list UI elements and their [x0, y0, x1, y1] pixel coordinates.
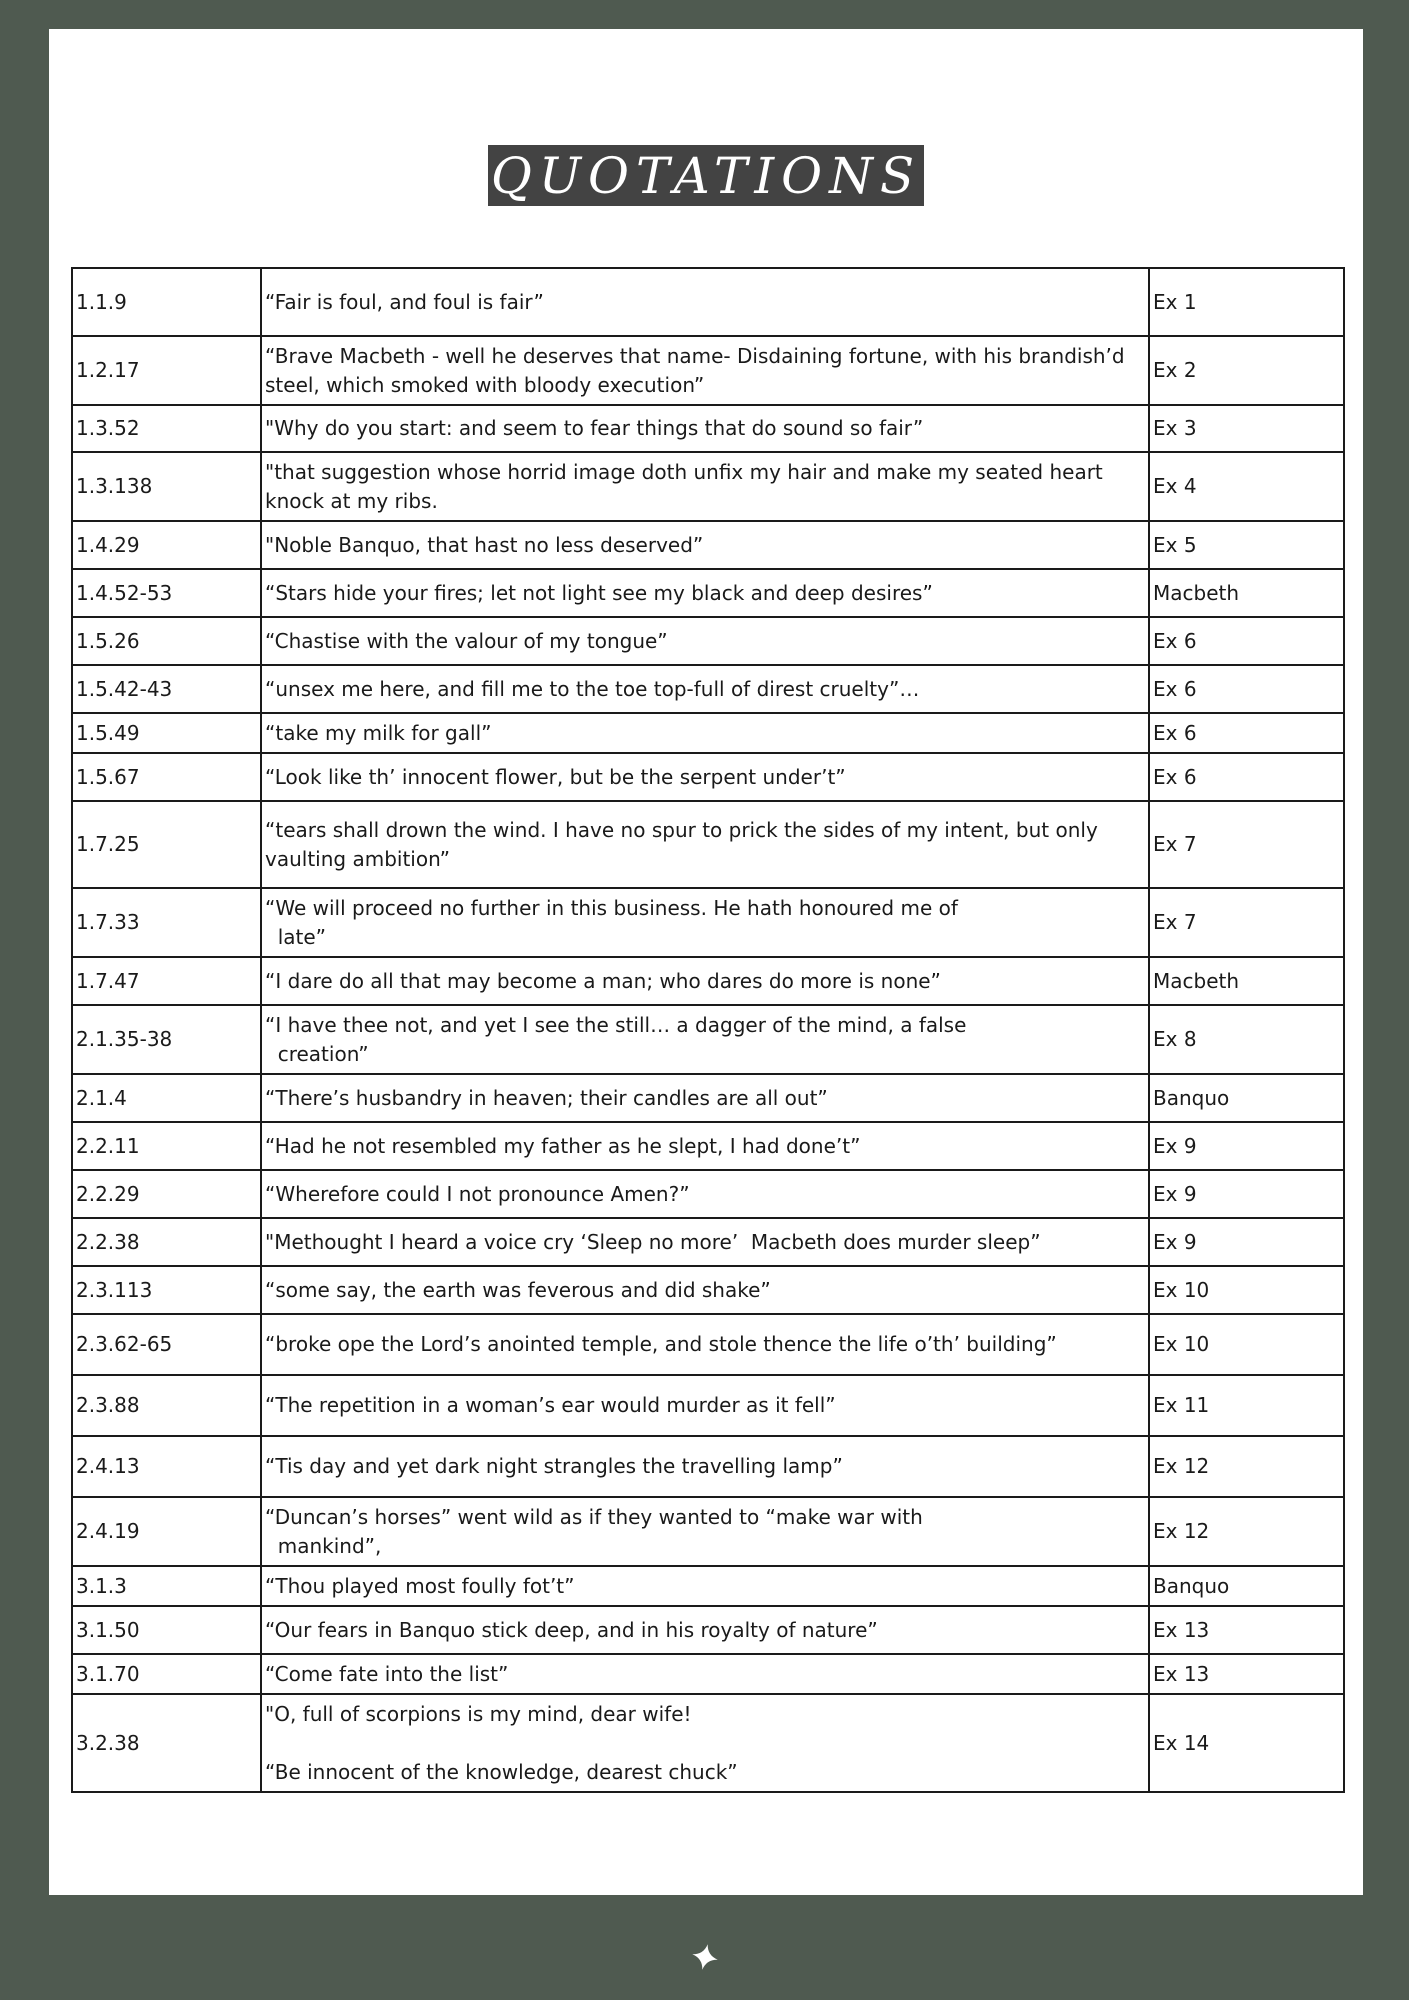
- quote-text: “I dare do all that may become a man; who dares do more is none”: [265, 968, 941, 993]
- extract-cell: Macbeth: [1149, 569, 1344, 617]
- extract-cell: Ex 3: [1149, 405, 1344, 452]
- reference-cell: 2.2.11: [72, 1122, 261, 1170]
- quote-text: “The repetition in a woman’s ear would murder as it fell”: [265, 1393, 836, 1417]
- extract-cell: Ex 10: [1149, 1314, 1344, 1375]
- extract-cell: Ex 4: [1149, 452, 1344, 521]
- extract-cell: Ex 6: [1149, 713, 1344, 753]
- quote-cell: [261, 1497, 1149, 1566]
- table-row: [72, 452, 1344, 521]
- quote-spacer: [265, 1729, 1145, 1758]
- table-row: [72, 1694, 1344, 1792]
- quote-text: “Thou played most foully fot’t”: [265, 1573, 575, 1598]
- quote-text: "Noble Banquo, that hast no less deserved”: [265, 532, 704, 557]
- reference-cell: 3.1.50: [72, 1606, 261, 1654]
- reference-cell: 2.3.62-65: [72, 1314, 261, 1375]
- reference-cell: 1.3.138: [72, 452, 261, 521]
- quote-text: “Brave Macbeth - well he deserves that name- Disdaining fortune, with his brandish’d steel, which smoked with bloody execution”: [265, 343, 1131, 397]
- extract-cell: Ex 11: [1149, 1375, 1344, 1436]
- table-row: [72, 753, 1344, 801]
- quote-text: "that suggestion whose horrid image doth unfix my hair and make my seated heart knock at my ribs.: [265, 459, 1110, 513]
- quote-cell: [261, 1122, 1149, 1170]
- quote-cell: [261, 1314, 1149, 1375]
- reference-cell: 1.7.25: [72, 801, 261, 888]
- reference-cell: 1.1.9: [72, 268, 261, 336]
- quote-text: “Fair is foul, and foul is fair”: [265, 289, 544, 314]
- sparkle-star-icon: [690, 1942, 720, 1972]
- table-row: [72, 1654, 1344, 1694]
- quote-cell: [261, 713, 1149, 753]
- extract-cell: Ex 8: [1149, 1005, 1344, 1074]
- reference-cell: 1.4.52-53: [72, 569, 261, 617]
- quote-text: “Duncan’s horses” went wild as if they wanted to “make war with mankind”,: [265, 1504, 923, 1558]
- table-row: [72, 1266, 1344, 1314]
- quote-cell: [261, 1375, 1149, 1436]
- table-row: [72, 888, 1344, 957]
- quote-text: “Look like th’ innocent flower, but be the serpent under’t”: [265, 764, 846, 789]
- extract-cell: Ex 6: [1149, 665, 1344, 713]
- extract-cell: Macbeth: [1149, 957, 1344, 1005]
- quote-cell: [261, 1218, 1149, 1266]
- extract-cell: Ex 13: [1149, 1654, 1344, 1694]
- table-row: [72, 1566, 1344, 1606]
- reference-cell: 2.4.19: [72, 1497, 261, 1566]
- extract-cell: Ex 7: [1149, 801, 1344, 888]
- table-row: [72, 1218, 1344, 1266]
- reference-cell: 3.1.3: [72, 1566, 261, 1606]
- extract-cell: Ex 14: [1149, 1694, 1344, 1792]
- quote-text: “take my milk for gall”: [265, 720, 492, 745]
- quote-text: "O, full of scorpions is my mind, dear wife!: [265, 1701, 692, 1726]
- quote-cell: [261, 452, 1149, 521]
- extract-cell: Ex 12: [1149, 1497, 1344, 1566]
- reference-cell: 3.1.70: [72, 1654, 261, 1694]
- quote-text: “Our fears in Banquo stick deep, and in his royalty of nature”: [265, 1617, 878, 1642]
- extract-cell: Ex 7: [1149, 888, 1344, 957]
- extract-cell: Ex 1: [1149, 268, 1344, 336]
- reference-cell: 1.2.17: [72, 336, 261, 405]
- quote-cell: [261, 1694, 1149, 1792]
- quote-text: “There’s husbandry in heaven; their candles are all out”: [265, 1085, 828, 1110]
- extract-cell: Ex 13: [1149, 1606, 1344, 1654]
- reference-cell: 1.7.47: [72, 957, 261, 1005]
- quote-cell: [261, 1074, 1149, 1122]
- table-row: [72, 521, 1344, 569]
- quote-cell: [261, 1566, 1149, 1606]
- quote-cell: [261, 405, 1149, 452]
- reference-cell: 1.5.67: [72, 753, 261, 801]
- page-title: QUOTATIONS: [490, 146, 922, 205]
- quotations-table: [71, 267, 1345, 1793]
- reference-cell: 2.1.4: [72, 1074, 261, 1122]
- quote-cell: [261, 753, 1149, 801]
- quote-text: "Why do you start: and seem to fear things that do sound so fair”: [265, 416, 924, 440]
- table-row: [72, 713, 1344, 753]
- extract-cell: Ex 6: [1149, 753, 1344, 801]
- quote-text: “We will proceed no further in this business. He hath honoured me of late”: [265, 895, 958, 949]
- title-banner: [488, 145, 924, 206]
- reference-cell: 2.3.88: [72, 1375, 261, 1436]
- extract-cell: Ex 9: [1149, 1170, 1344, 1218]
- reference-cell: 2.2.29: [72, 1170, 261, 1218]
- extract-cell: Ex 6: [1149, 617, 1344, 665]
- quote-cell: [261, 957, 1149, 1005]
- reference-cell: 1.3.52: [72, 405, 261, 452]
- quote-text: “some say, the earth was feverous and did shake”: [265, 1277, 771, 1302]
- quote-cell: [261, 801, 1149, 888]
- extract-cell: Banquo: [1149, 1074, 1344, 1122]
- extract-cell: Ex 12: [1149, 1436, 1344, 1497]
- quote-text: “Chastise with the valour of my tongue”: [265, 628, 668, 653]
- quote-cell: [261, 1170, 1149, 1218]
- table-row: [72, 1074, 1344, 1122]
- table-row: [72, 1436, 1344, 1497]
- quote-text: “I have thee not, and yet I see the still… a dagger of the mind, a false creation”: [265, 1012, 967, 1066]
- quotations-table-body: [72, 268, 1344, 1792]
- quote-cell: [261, 1606, 1149, 1654]
- table-row: [72, 665, 1344, 713]
- quote-cell: [261, 521, 1149, 569]
- quote-text: “Stars hide your fires; let not light see my black and deep desires”: [265, 580, 933, 605]
- extract-cell: Ex 9: [1149, 1218, 1344, 1266]
- quote-text: “tears shall drown the wind. I have no spur to prick the sides of my intent, but only vaulting ambition”: [265, 817, 1105, 871]
- extract-cell: Ex 2: [1149, 336, 1344, 405]
- quote-cell: [261, 1266, 1149, 1314]
- quote-text: “Be innocent of the knowledge, dearest chuck”: [265, 1759, 738, 1784]
- reference-cell: 2.3.113: [72, 1266, 261, 1314]
- extract-cell: Banquo: [1149, 1566, 1344, 1606]
- quote-cell: [261, 888, 1149, 957]
- table-row: [72, 1122, 1344, 1170]
- reference-cell: 1.5.26: [72, 617, 261, 665]
- table-row: [72, 268, 1344, 336]
- reference-cell: 2.2.38: [72, 1218, 261, 1266]
- reference-cell: 1.4.29: [72, 521, 261, 569]
- table-row: [72, 617, 1344, 665]
- quote-text: “Wherefore could I not pronounce Amen?”: [265, 1181, 690, 1206]
- quote-cell: [261, 336, 1149, 405]
- quote-text: “unsex me here, and fill me to the toe top-full of direst cruelty”…: [265, 676, 920, 701]
- document-page: [49, 29, 1363, 1895]
- reference-cell: 1.5.49: [72, 713, 261, 753]
- quote-cell: [261, 1005, 1149, 1074]
- quote-text: “broke ope the Lord’s anointed temple, and stole thence the life o’th’ building”: [265, 1332, 1057, 1356]
- table-row: [72, 336, 1344, 405]
- quote-text: “Had he not resembled my father as he slept, I had done’t”: [265, 1133, 861, 1158]
- reference-cell: 1.5.42-43: [72, 665, 261, 713]
- quote-text: “Tis day and yet dark night strangles the travelling lamp”: [265, 1454, 843, 1478]
- extract-cell: Ex 10: [1149, 1266, 1344, 1314]
- quote-text: “Come fate into the list”: [265, 1661, 509, 1686]
- table-row: [72, 1005, 1344, 1074]
- table-row: [72, 1314, 1344, 1375]
- table-row: [72, 405, 1344, 452]
- quote-cell: [261, 665, 1149, 713]
- table-row: [72, 569, 1344, 617]
- table-row: [72, 1170, 1344, 1218]
- reference-cell: 2.4.13: [72, 1436, 261, 1497]
- quote-cell: [261, 268, 1149, 336]
- reference-cell: 1.7.33: [72, 888, 261, 957]
- table-row: [72, 1375, 1344, 1436]
- reference-cell: 3.2.38: [72, 1694, 261, 1792]
- table-row: [72, 957, 1344, 1005]
- quote-cell: [261, 569, 1149, 617]
- table-row: [72, 1497, 1344, 1566]
- table-row: [72, 1606, 1344, 1654]
- extract-cell: Ex 5: [1149, 521, 1344, 569]
- extract-cell: Ex 9: [1149, 1122, 1344, 1170]
- table-row: [72, 801, 1344, 888]
- quote-cell: [261, 617, 1149, 665]
- quote-text: "Methought I heard a voice cry ‘Sleep no more’ Macbeth does murder sleep”: [265, 1229, 1041, 1254]
- quote-cell: [261, 1654, 1149, 1694]
- quote-cell: [261, 1436, 1149, 1497]
- reference-cell: 2.1.35-38: [72, 1005, 261, 1074]
